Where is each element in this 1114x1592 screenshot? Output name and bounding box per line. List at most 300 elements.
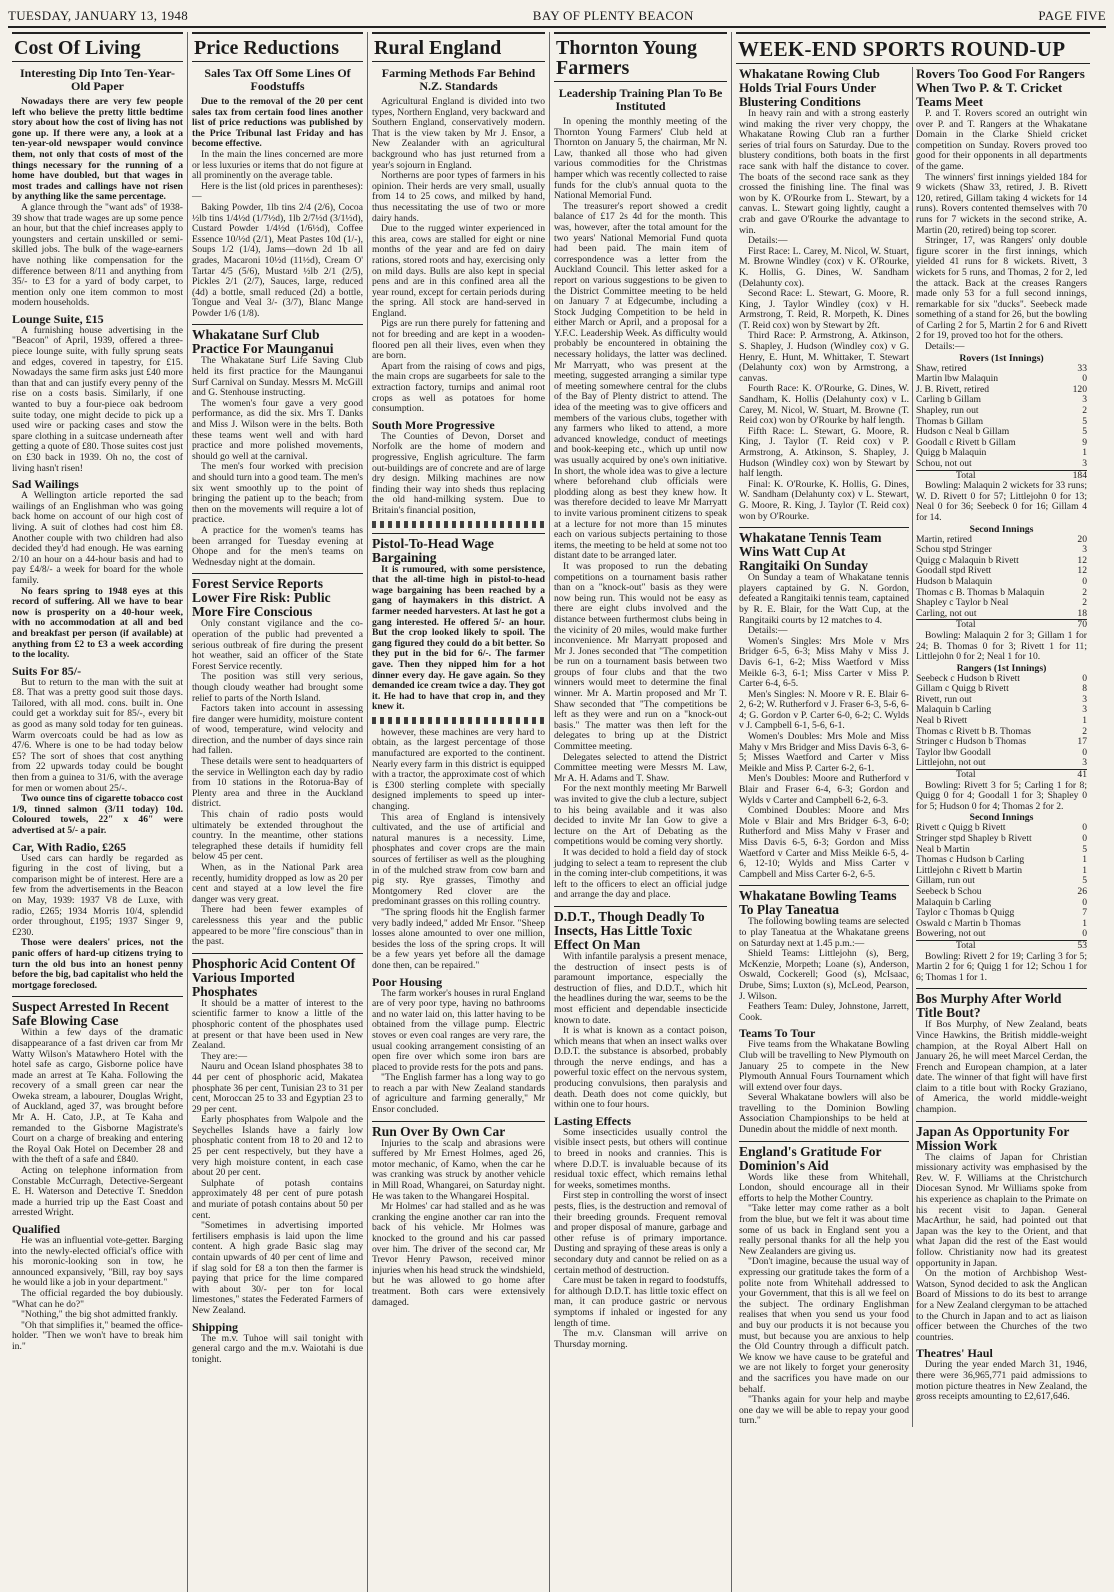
score-row — [916, 417, 1087, 428]
bowling-figures: Bowling: Malaquin 2 wickets for 33 runs; W. D. Rivett 0 for 57; Littlejohn 0 for 13; Neal 0 for 36; Seebeck 0 for 16; Gillam 4 for 14. — [916, 480, 1087, 523]
runs: 2 — [1082, 405, 1087, 417]
section-banner: WEEK-END SPORTS ROUND-UP — [738, 37, 1066, 61]
scorecard-heading: Rovers (1st Innings) — [959, 352, 1044, 364]
batsman: Schou stpd Stringer — [916, 545, 992, 556]
runs: 0 — [1082, 575, 1087, 587]
paragraph: The Counties of Devon, Dorset and Norfolk are the home of modern and progressive, English agriculture. The farm out-buildings are of concrete and are of large dry design. Milking machines are now finding their way into sheds thus replacing the old hand-milking system. Due to Britain's financial position, — [372, 430, 545, 516]
runs: 5 — [1082, 415, 1087, 427]
bowling-figures: Bowling: Rivett 3 for 5; Carling 1 for 8; Quigg 0 for 4; Goodall 1 for 3; Shapley 0 for 5; Hudson 0 for 4; Thomas 2 for 2. — [916, 779, 1087, 812]
paragraph-group — [554, 117, 727, 901]
score-row — [916, 448, 1087, 459]
paragraph: This chain of radio posts would ultimately be extended throughout the country. In the meantime, other stations telegraphed these details if humidity fell below 45 per cent. — [192, 809, 363, 863]
paragraph-group — [554, 1128, 727, 1329]
paragraph: It is what is known as a contact poison, which means that when an insect walks over D.D.T. the substance is absorbed, probably through the nerve endings, and has a powerful toxic effect on the nervous system, producing convulsions, then paralysis and death. Death does not come quickly, but within one to four hours. — [554, 1025, 727, 1111]
paragraph: Acting on telephone information from Constable McCurragh, Detective-Sergeant E. H. Waterson and Detective T. Sneddon made a hurried trip up the East Coast and arrested Wright. — [12, 1165, 183, 1219]
paragraph: Early phosphates from Walpole and the Seychelles Islands have a fairly low phosphatic content from 18 to 20 and 12 to 25 per cent respectively, but they have a very high moisture content, in each case about 20 per cent. — [192, 1114, 363, 1179]
batsman: Stringer c Hudson b Thomas — [916, 737, 1027, 748]
paragraph: The women's four gave a very good performance, as did the six. Mrs T. Danks and Miss J. Wilson were in the belts. Both these teams went well and with hard practice and more polished movements, should go well at the carnival. — [192, 397, 363, 462]
paragraph: Third Race: P. Armstrong, A. Atkinson, S. Shapley, J. Hudson (Windley cox) v G. Henry, E. Hunt, M. Whittaker, T. Stewart (Delahunty cox) won by Armstrong, a canvas. — [739, 330, 909, 384]
bold-paragraph: Those were dealers' prices, not the panic offers of hard-up citizens trying to turn the old bus into an honest penny before the big, bad capitalist who held the mortgage foreclosed. — [12, 937, 183, 991]
batsman: Stringer stpd Shapley b Rivett — [916, 834, 1032, 844]
runs: 1 — [1082, 447, 1087, 459]
paragraph: The farm worker's houses in rural England are of very poor type, having no bathrooms and no water laid on, this latter having to be obtained from the village pump. Electric stoves or even coal ranges are very rare, the usual cooking arrangement consisting of an open fire over which some iron bars are placed to provide rests for the pots and pans. — [372, 987, 545, 1073]
batsman: Goodall c Rivett b Gillam — [916, 437, 1016, 448]
subheading: Teams To Tour — [739, 1026, 816, 1041]
paragraph: It should be a matter of interest to the scientific farmer to know a little of the phosphoric content of the phosphates used at present or that have been used in New Zealand. — [192, 997, 363, 1052]
paragraph-group — [739, 917, 909, 1023]
score-row — [916, 716, 1087, 727]
score-row — [916, 598, 1087, 609]
score-row — [916, 385, 1087, 396]
batsman: Thomas c Rivett b B. Thomas — [916, 726, 1031, 737]
total-runs: 41 — [1077, 769, 1087, 781]
paragraph: "Oh that simplifies it," beamed the office-holder. "Then we won't have to break him in." — [12, 1319, 183, 1352]
score-row — [916, 535, 1087, 546]
paragraph-group — [12, 1236, 183, 1353]
paragraph: Details:— — [925, 341, 965, 353]
paragraph: This area of England is intensively cultivated, and the use of artificial and natural manures is a necessity. Lime, phosphates and cover crops are the main sources of fertiliser as well as the ploughing in of the mulched straw from cow barn and pig sty. Rye grasses, Timothy and Montgomery Red clover are the predominant grasses on this rolling country. — [372, 811, 545, 908]
batsman: Seebeck c Hudson b Rivett — [916, 673, 1020, 684]
runs: 2 — [1082, 725, 1087, 737]
paragraph: Five teams from the Whakatane Bowling Club will be travelling to New Plymouth on January 25 to compete in the New Plymouth Annual Fours Tournament which will extend over four days. — [739, 1039, 909, 1093]
runs: 5 — [1082, 426, 1087, 438]
paragraph-group — [12, 854, 183, 939]
paragraph: It was decided to hold a field day of stock judging to select a team to represent the club in the coming inter-club competitions, it was left to the officers to elect an official judge and arrange the day and place. — [554, 846, 727, 901]
column-price-reductions — [188, 32, 368, 1592]
paragraph-group — [916, 1153, 1087, 1344]
paragraph-group — [192, 150, 363, 320]
score-row — [916, 674, 1087, 685]
article-title: Pistol-To-Head Wage Bargaining — [372, 533, 545, 565]
sports-left — [736, 67, 913, 1427]
scorecard-heading: Rangers (1st Innings) — [956, 662, 1047, 674]
article-title: Rovers Too Good For Rangers When Two P. & T. Cricket Teams Meet — [916, 67, 1085, 109]
score-row — [916, 823, 1087, 834]
paragraph: Here is the list (old prices in parentheses):— — [192, 180, 363, 203]
paragraph-group — [372, 1139, 545, 1309]
runs: 26 — [1077, 885, 1087, 897]
runs: 1 — [1082, 864, 1087, 876]
score-row — [916, 748, 1087, 759]
decorative-rule — [372, 521, 545, 528]
paragraph: In opening the monthly meeting of the Thornton Young Farmers' Club held at Thornton on January 5, the chairman, Mr N. Law, thanked all those who had given various commodities for the Christmas hamper which was recently collected to raise funds for the club's annual quota to the National Memorial Fund. — [554, 116, 727, 202]
total-row — [916, 940, 1087, 951]
runs: 1 — [1082, 917, 1087, 929]
bold-paragraph: It is rumoured, with some persistence, that the all-time high in pistol-to-head wage bargaining has been reached by a gang of haymakers in this district. A farmer needed harvesters. At last he got a gang interested. He offered 5/- an hour. But the crop looked likely to spoil. The gang figured they could do a bit better. So they put in the bid for 6/-. The farmer gave. Then they nipped him for a hot dinner every day. He gave again. So they demanded ice cream twice a day. They got it. He had to have that crop in, and they knew it. — [372, 563, 545, 713]
paragraph: When, as in the National Park area recently, humidity dropped as low as 20 per cent and stayed at a low level the fire danger was very great. — [192, 862, 363, 905]
score-row — [916, 695, 1087, 706]
decorative-rule — [372, 717, 545, 724]
batsman: Carling b Gillam — [916, 395, 982, 406]
score-row — [916, 556, 1087, 567]
batsman: Schou, not out — [916, 459, 972, 469]
paragraph: Mr Holmes' car had stalled and as he was cranking the engine another car ran into the back of his vehicle. Mr Holmes was knocked to the ground and his car passed over him. The driver of the second car, Mr Trevor Henry Pawson, received minor injuries when his head struck the windshield, but he was allowed to go home after treatment. Both cars were extensively damaged. — [372, 1201, 545, 1308]
article-deck: Farming Methods Far Behind N.Z. Standards — [381, 66, 536, 93]
subheading: Shipping — [192, 1319, 239, 1334]
article-lead: Due to the removal of the 20 per cent sales tax from certain food lines another list of price reductions was published by the Price Tribunal last Friday and has become effective. — [192, 96, 363, 150]
paragraph: With infantile paralysis a present menace, the destruction of insect pests is of paramount importance, especially the destruction of flies, and D.D.T., which hit the headlines during the war, seems to be the most efficient and dependable insecticide known to date. — [554, 950, 727, 1026]
paragraph: In the main the lines concerned are more or less luxuries or items that do not figure at all prominently on the average table. — [192, 148, 363, 182]
paragraph: Baking Powder, 1lb tins 2/4 (2/6), Cocoa ½lb tins 1/4½d (1/7½d), 1lb 2/7½d (3/1½d), Custard Powder 1/4½d (1/6½d), Coffee Essence 10/½d (2/1), Meat Pastes 10d (1/-), Soups 1/2 (1/4), Jams—down 2d 1b all grades, Macaroni 10½d (11½d), Cream O' Tartar 4/5 (5/6), Mustard ½lb 2/1 (2/5), Pickles 2/1 (2/7), Sauces, large, reduced (4d) a bottle, small reduced (2d) a bottle, Tongue and Veal 3/- (3/7), Blanc Mange Powder 1/6 (1/8). — [192, 201, 363, 319]
bold-paragraph: No fears spring to 1948 eyes at this record of suffering. All we have to bear now is prosperity on a 40-hour week, with no accommodation at all and bed and breakfast per person (if available) at anything from £2 to £3 a week according to the locality. — [12, 585, 183, 661]
batsman: Neal b Martin — [916, 844, 970, 855]
paragraph: Combined Doubles: Moore and Mrs Mole v Blair and Mrs Bridger 6-3, 6-0; Rutherford and Miss Mahy v Fraser and Miss Davis 6-5, 6-3; Gordon and Miss Waetford v Carter and Miss Meikle 6-5, 4-6, 12-10; Wylds and Miss Carter v Campbell and Miss Carter 6-2, 6-5. — [739, 805, 909, 880]
batsman: Hudson c Neal b Gillam — [916, 427, 1010, 438]
paragraph-group — [916, 109, 1087, 353]
score-row — [916, 684, 1087, 695]
score-row — [916, 887, 1087, 898]
paragraph: Details:— — [748, 235, 788, 247]
score-row — [916, 566, 1087, 577]
paragraph: Factors taken into account in assessing fire danger were humidity, moisture content of wood, temperature, wind velocity and direction, and the number of days since rain had fallen. — [192, 703, 363, 757]
runs: 20 — [1077, 533, 1087, 545]
paragraph: Sulphate of potash contains approximately 48 per cent of pure potash and muriate of potash contains about 50 per cent. — [192, 1177, 363, 1221]
paragraph: The m.v. Tuhoe will sail tonight with general cargo and the m.v. Waiotahi is due tonight. — [192, 1332, 363, 1365]
paragraph: "Sometimes in advertising imported fertilisers emphasis is laid upon the lime content. A high grade Basic slag may contain upwards of 40 per cent of lime and if slag sold for £8 a ton then the farmer is paying that price for the lime compared with about 30/- per ton for local limestones," states the Federated Farmers of New Zealand. — [192, 1220, 363, 1316]
batsman: Rivett, run out — [916, 694, 972, 705]
paragraph: Due to the rugged winter experienced in this area, cows are stalled for eight or nine months of the year and are fed on dairy rations, stored roots and hay, exercising only on mild days. Bulls are also kept in special pens and are in this confined area all the year round, except for certain periods during the spring. All stock are hand-served in England. — [372, 223, 545, 319]
subheading: Lasting Effects — [554, 1113, 631, 1128]
page-number: PAGE FIVE — [1038, 8, 1106, 23]
paragraph: He was an influential vote-getter. Barging into the newly-elected official's office with his moronic-looking son in tow, he announced expansively, "Bill, ray boy says he would like a job in your department." — [12, 1235, 183, 1289]
paragraph: Second Race: L. Stewart, G. Moore, R. King, J. Taylor Windley (cox) v H. Armstrong, T. Reid, R. Morpeth, K. Dines (T. Reid cox) won by Stewart by 2ft. — [739, 288, 909, 331]
paragraph-group — [372, 97, 545, 415]
paragraph: During the year ended March 31, 1946, there were 36,965,771 paid admissions to motion picture theatres in New Zealand, the gross receipts amounting to £2,617,646. — [916, 1359, 1087, 1403]
paragraph-group — [192, 999, 363, 1317]
column-thornton-young-farmers — [550, 32, 732, 1592]
total-label: Total — [956, 469, 976, 481]
paragraph: Several Whakatane bowlers will also be travelling to the Dominion Bowling Association Championships to be held at Dunedin about the middle of next month. — [739, 1092, 909, 1136]
batsman: Oswald c Martin b Thomas — [916, 918, 1021, 929]
bold-paragraph: Two ounce tins of cigarette tobacco cost 1/9, tinned salmon (3/11 today) 10d. Coloured towels, 22" x 46" were advertised at 5/- a pair. — [12, 793, 183, 836]
runs: 12 — [1077, 565, 1087, 577]
batsman: Thomas b Gillam — [916, 416, 984, 427]
scorecard-rangers-first — [916, 674, 1087, 781]
paragraph: Northerns are poor types of farmers in his opinion. Their herds are very small, usually from 14 to 25 cows, and milked by hand, thus necessitating the use of two or more dairy hands. — [372, 170, 545, 224]
batsman: Malaquin b Carling — [916, 705, 992, 716]
runs: 0 — [1082, 896, 1087, 908]
column-rural-england — [368, 32, 550, 1592]
paragraph: The claims of Japan for Christian missionary activity was emphasised by the Rev. W. F. Williams at the Christchurch Diocesan Synod. Mr Williams spoke from his experience as chaplain to the Primate on his recent visit to Japan. General MacArthur, he said, had pointed out that Japan was the key to the Orient, and that what Japan did the rest of the East would follow. Christianity now had its greatest opportunity in Japan. — [916, 1151, 1087, 1269]
runs: 3 — [1082, 757, 1087, 769]
bowling-figures: Bowling: Rivett 2 for 19; Carling 3 for 5; Martin 2 for 6; Quigg 1 for 12; Schou 1 for 6; Thomas 1 for 1. — [916, 950, 1087, 983]
batsman: Carling, not out — [916, 608, 977, 619]
article-deck: Interesting Dip Into Ten-Year-Old Paper — [19, 66, 175, 93]
article-title: England's Gratitude For Dominion's Aid — [739, 1141, 909, 1173]
runs: 0 — [1082, 672, 1087, 684]
paragraph: On the motion of Archbishop West-Watson, Synod decided to ask the Anglican Board of Missions to do its best to arrange for a New Zealand clergyman to be attached to the Church in Japan and to act as liaison officer between the Churches of the two countries. — [916, 1268, 1087, 1343]
total-label: Total — [956, 939, 976, 951]
batsman: Gillam c Quigg b Rivett — [916, 684, 1009, 695]
article-title: Whakatane Tennis Team Wins Watt Cup At Rangitaiki On Sunday — [739, 527, 909, 573]
paragraph: Care must be taken in regard to foodstuffs, for although D.D.T. has little toxic effect on man, it can produce gastric or nervous symptoms if inhaled or ingested for any length of time. — [554, 1275, 727, 1329]
scorecard-heading: Second Innings — [969, 523, 1034, 535]
batsman: Quigg c Malaquin b Rivett — [916, 555, 1019, 566]
paragraph: For the next monthly meeting Mr Barwell was invited to give the club a lecture, subject to his being available and it was also decided to invite Mr Ian Gow to give a lecture on the Art of Debating as the competitions would be coming very shortly. — [554, 783, 727, 848]
score-row — [916, 908, 1087, 919]
paragraph-group — [372, 728, 545, 972]
batsman: Shaw, retired — [916, 363, 967, 374]
paragraph: Apart from the raising of cows and pigs, the main crops are sugarbeets for sale to the extraction factory, turnips and animal root crops as well as potatoes for home consumption. — [372, 360, 545, 415]
subheading: Poor Housing — [372, 974, 443, 989]
paragraph: The position was still very serious, though cloudy weather had brought some relief to parts of the North Island. — [192, 671, 363, 704]
runs: 8 — [1082, 683, 1087, 695]
sports-right — [913, 67, 1090, 1427]
paragraph: Feathers Team: Duley, Johnstone, Jarrett, Cook. — [739, 1001, 909, 1023]
score-row — [916, 427, 1087, 438]
runs: 5 — [1082, 843, 1087, 855]
paragraph-group — [192, 1334, 363, 1366]
paragraph: Some insecticides usually control the visible insect pests, but others will continue to breed in nooks and crannies. This is where D.D.T. is invaluable because of its residual toxic effect, which remains lethal for weeks, sometimes months. — [554, 1126, 727, 1191]
runs: 9 — [1082, 436, 1087, 448]
article-title: Rural England — [374, 37, 502, 59]
total-label: Total — [956, 769, 976, 781]
score-row — [916, 406, 1087, 417]
paragraph: "Take letter may come rather as a bolt from the blue, but we felt it was about time some of us back in England sent you a really personal thanks for all the help you New Zealanders are giving us. — [739, 1203, 909, 1257]
total-row — [916, 770, 1087, 781]
score-row — [916, 834, 1087, 845]
score-row — [916, 459, 1087, 470]
runs: 0 — [1082, 833, 1087, 844]
scorecard-heading: Second Innings — [969, 812, 1034, 824]
article-title: Bos Murphy After World Title Bout? — [916, 988, 1087, 1020]
batsman: J. B. Rivett, retired — [916, 384, 990, 395]
paragraph: On Sunday a team of Whakatane tennis players captained by G. N. Gordon, defeated a Rangitaiki tennis team, captained by R. E. Blair, for the Watt Cup, at the Rangitaiki courts by 12 matches to 4. — [739, 572, 909, 626]
score-row — [916, 855, 1087, 866]
runs: 12 — [1077, 554, 1087, 566]
paragraph: In heavy rain and with a strong easterly wind making the river very choppy, the Whakatane Rowing Club ran a further series of trial fours on Saturday. Due to the blustery conditions, both boats in the first race sank with half the distance to cover. The boats of the second race sank as they crossed the finishing line. The final was won by K. O'Rourke from L. Stewart, by a canvas. L. Stewart going lightly, caught a crab and gave O'Rourke the advantage to win. — [739, 108, 909, 236]
subheading: Qualified — [12, 1222, 61, 1236]
score-row — [916, 588, 1087, 599]
paragraph: Final: K. O'Rourke, K. Hollis, G. Dines, W. Sandham (Delahunty cox) v L. Stewart, G. Moore, R. King, J. Taylor (T. Reid cox) won by O'Rourke. — [739, 478, 909, 522]
score-row — [916, 845, 1087, 856]
paragraph-group — [916, 1360, 1087, 1402]
score-row — [916, 438, 1087, 449]
paragraph: P. and T. Rovers scored an outright win over P. and T. Rangers at the Whakatane Domain in the Clarke Shield cricket competition on Sunday. Rovers proved too good for their opponents in all departments of the game. — [916, 108, 1087, 172]
paragraph: Shield Teams: Littlejohn (s), Berg, McKenzie, Morpeth; Loane (s), Anderson, Oswald, Cockerell; Good (s), McIsaac, Drube, Sims; Luxton (s), McLeod, Pearson, J. Wilson. — [739, 948, 909, 1002]
paragraph-group — [916, 1020, 1087, 1115]
article-title: Suspect Arrested In Recent Safe Blowing Case — [12, 996, 183, 1028]
paragraph: The official regarded the boy dubiously. "What can he do?" — [12, 1287, 183, 1310]
batsman: Shapley, run out — [916, 406, 979, 417]
score-row — [916, 727, 1087, 738]
article-title: Cost Of Living — [14, 37, 141, 59]
paragraph-group — [739, 109, 909, 522]
runs: 3 — [1082, 693, 1087, 705]
batsman: Hudson b Malaquin — [916, 576, 993, 587]
batsman: Littlejohn, not out — [916, 758, 986, 769]
paragraph: Nauru and Ocean Island phosphates 38 to 44 per cent of phosphoric acid, Makatea phosphate 36 per cent, Tunisian 23 to 31 per cent, Moroccan 25 to 33 and Egyptian 23 to 29 per cent. — [192, 1061, 363, 1115]
total-runs: 70 — [1077, 619, 1087, 631]
paragraph: Stringer, 17, was Rangers' only double figure scorer in the first innings, which yielded 41 runs for 8 wickets. Rivett, 3 wickets for 5 runs, and Thomas, 2 for 2, led the attack. Back at the creases Rangers made only 53 for a full second innings, remarkable for six "ducks". Seebeck made something of a stand for 26, but the bowling of Carling 2 for 5, Martin 2 for 6 and Rivett 2 for 19, proved too hot for the others. — [916, 235, 1087, 342]
issue-date: TUESDAY, JANUARY 13, 1948 — [8, 8, 189, 23]
paragraph: If Bos Murphy, of New Zealand, beats Vince Hawkins, the British middle-weight champion, at the Royal Albert Hall on January 26, he will meet Marcel Cerdan, the French and European champion, at a later date. The winner of that fight will have first claim to a title bout with Rocky Graziano, of America, the world middle-weight champion. — [916, 1019, 1087, 1116]
score-row — [916, 876, 1087, 887]
paragraph: The Whakatane Surf Life Saving Club held its first practice for the Maunganui Surf Carnival on Sunday. Messrs M. McGill and G. Stenhouse instructing. — [192, 355, 363, 399]
paragraph: These details were sent to headquarters of the service in Wellington each day by radio from 10 stations in the Rotorua-Bay of Plenty area and three in the Auckland district. — [192, 756, 363, 810]
paragraph: "Thanks again for your help and maybe one day we will be able to repay your good turn." — [739, 1394, 909, 1427]
paragraph: First step in controlling the worst of insect pests, flies, is the destruction and removal of their breeding grounds. Frequent removal and proper disposal of manure, garbage and other refuse is of primary importance. Dusting and spraying of these areas is only a secondary duty and cannot be relied on as a certain method of destruction. — [554, 1190, 727, 1276]
paragraph: Agricultural England is divided into two types, Northern England, very backward and Southern England, conservatively modern. That is the view taken by Mr J. Ensor, a New Zealander with an agricultural background who has just returned from a year's sojourn in England. — [372, 96, 545, 171]
batsman: Thomas c Hudson b Carling — [916, 855, 1025, 866]
subheading: Car, With Radio, £265 — [12, 839, 127, 854]
article-title: Whakatane Surf Club Practice For Maunganui — [192, 324, 363, 356]
paragraph: Men's Singles: N. Moore v R. E. Blair 6-2, 6-2; W. Rutherford v J. Fraser 6-3, 5-6, 6-4; G. Gordon v P. Carter 6-0, 6-2; C. Wylds v J. Campbell 6-1, 5-6, 6-1. — [739, 688, 909, 732]
batsman: Martin lbw Malaquin — [916, 374, 999, 385]
paragraph-group — [554, 952, 727, 1111]
article-deck: Leadership Training Plan To Be Instituted — [558, 86, 723, 113]
masthead — [8, 6, 1106, 28]
subheading: Sad Wailings — [12, 477, 79, 492]
score-row — [916, 898, 1087, 909]
batsman: Taylor lbw Goodall — [916, 747, 991, 758]
paragraph: First Race: L. Carey, M. Nicol, W. Stuart, M. Browne Windley (cox) v K. O'Rourke, K. Hollis, G. Dines, W. Sandham (Delahunty cox). — [739, 245, 909, 289]
paragraph-group — [739, 1040, 909, 1135]
paragraph: They are:— — [201, 1050, 248, 1062]
runs: 5 — [1082, 875, 1087, 887]
paragraph: Only constant vigilance and the co-operation of the public had prevented a serious outbreak of fire during the present hot weather, said an officer of the State Forest Service recently. — [192, 618, 363, 672]
paragraph-group — [739, 573, 909, 880]
batsman: Shapley c Taylor b Neal — [916, 598, 1009, 609]
runs: 3 — [1082, 458, 1087, 469]
paragraph: Fifth Race: L. Stewart, G. Moore, R. King, J. Taylor (T. Reid cox) v P. Armstrong, A. Atkinson, S. Shapley, J. Hudson (Windley cox) won by Stewart by half length. — [739, 425, 909, 480]
shipping-note: The m.v. Clansman will arrive on Thursday morning. — [554, 1328, 727, 1350]
paragraph: A glance through the "want ads" of 1938-39 show that trade wages are up some pence an hour, but that the chief increases apply to youngsters and certain unskilled or semi-skilled jobs. The bulk of the wage-earners have nothing like compensation for the difference between 8/11 and anything from 35/- to £3 for a yard of body carpet, to mention only one item common to most modern households. — [12, 201, 183, 309]
article-deck: Sales Tax Off Some Lines Of Foodstuffs — [204, 66, 351, 93]
score-row — [916, 919, 1087, 930]
article-title: Thornton Young Farmers — [556, 37, 697, 79]
batsman: Martin, retired — [916, 534, 972, 545]
paragraph: A Wellington article reported the sad wailings of an Englishman who was going back home on account of our high cost of living. A suit of clothes had cost him £8. Another couple with two children had also decided they'd had enough. He was earning 2/10 an hour on a 44-hour basis and had to pay £4/8/- a week for board for the whole family. — [12, 490, 183, 586]
score-row — [916, 705, 1087, 716]
score-row — [916, 577, 1087, 588]
scorecard-rovers-second — [916, 535, 1087, 631]
paragraph: Injuries to the scalp and abrasions were suffered by Mr Ernest Holmes, aged 26, motor mechanic, of Kamo, when the car he was cranking was struck by another vehicle in Mill Road, Whangarei, on Saturday night. He was taken to the Whangarei Hospital. — [372, 1137, 545, 1202]
article-title: Whakatane Bowling Teams To Play Taneatua — [739, 885, 909, 917]
article-title: Price Reductions — [194, 37, 339, 59]
runs: 0 — [1082, 928, 1087, 940]
paragraph-group — [12, 678, 183, 795]
score-row — [916, 737, 1087, 748]
paragraph: Within a few days of the dramatic disappearance of a fast driven car from Mr Watty Wilson's Matawhero Hotel with the hotel safe as cargo, Gisborne police have made an arrest at Te Kaha. Following the recovery of a small green car near the Oweka stream, a labourer, Douglas Wright, of Auckland, aged 37, was brought before Mr A. H. Cato, J.P., at Te Kaha and remanded to the Gisborne Magistrate's Court on a charge of breaking and entering the Royal Oak Hotel on December 28 and with the theft of a safe and £840. — [12, 1027, 183, 1166]
batsman: Thomas c B. Thomas b Malaquin — [916, 587, 1045, 598]
total-label: Total — [956, 619, 976, 631]
batsman: Bowering, not out — [916, 929, 986, 940]
runs: 17 — [1077, 736, 1087, 748]
runs: 120 — [1072, 383, 1087, 395]
paragraph: A furnishing house advertising in the "Beacon" of April, 1939, offered a three-piece lounge suite, with fully sprung seats and edges, covered in tapestry, for £15. Nowadays the same firm asks just £40 more than that and can justify every penny of the rise on a costs basis. Similarly, if one wanted to buy a four-piece oak bedroom suite today, one might decide to pick up a used wire or packing cases and stow the spare clothing in a suitcase underneath after getting a quote of £80. Those suites cost just on £30 back in 1939. Oh no, the cost of living hasn't risen! — [12, 324, 183, 474]
paragraph-group — [12, 1028, 183, 1219]
article-title: Forest Service Reports Lower Fire Risk: Public More Fire Conscious — [192, 573, 363, 619]
paragraph: There had been fewer examples of carelessness this year and the public appeared to be more "fire conscious" than in the past. — [192, 904, 363, 948]
paragraph: Words like these from Whitehall, London, should encourage all in their efforts to help the Mother Country. — [739, 1171, 909, 1204]
paragraph: "The English farmer has a long way to go to reach a par with New Zealand standards of agriculture and farming generally," Mr Ensor concluded. — [372, 1072, 545, 1116]
score-row — [916, 929, 1087, 940]
column-sports-round-up — [732, 32, 1094, 1592]
total-runs: 184 — [1072, 469, 1087, 481]
bowling-figures: Bowling: Malaquin 2 for 3; Gillam 1 for 24; B. Thomas 0 for 3; Rivett 1 for 11; Littlejohn 0 for 2; Neal 1 for 10. — [916, 629, 1087, 663]
batsman: Rivett c Quigg b Rivett — [916, 823, 1006, 834]
runs: 2 — [1082, 586, 1087, 598]
subheading: Suits For 85/- — [12, 663, 82, 678]
paragraph-group — [739, 1173, 909, 1427]
runs: 1 — [1082, 715, 1087, 727]
scorecard-rangers-second — [916, 823, 1087, 951]
paragraph: It was proposed to run the debating competitions on a tournament basis rather than on a "knock-out" basis as they were now being run. This would not be easy as there are eight clubs involved and the distance between furthermost clubs being in the vicinity of 20 miles, would make further inconvenience. Mr Marryatt proposed and Mr J. Jones seconded that "The competition be run on a tournament basis between two groups of four clubs and that the two winners would meet to determine the final winner. Mr A. Martin proposed and Mr T. Shaw seconded that "The competitions be left as they were and run on a "knock-out basis." The matter was then left for the delegates to bring up at the District Committee meeting. — [554, 560, 727, 753]
paragraph: Women's Singles: Mrs Mole v Mrs Bridger 6-5, 6-3; Miss Mahy v Miss J. Davis 6-1, 6-2; Miss Waetford v Miss Meikle 6-3, 6-1; Miss Carter v Miss P. Carter 6-4, 6-5. — [739, 635, 909, 690]
paragraph: The men's four worked with precision and should turn into a good team. The men's six went smoothly up to the point of bringing the patient up to the beach; from then on the movements will require a lot of practice. — [192, 461, 363, 526]
runs: 3 — [1082, 394, 1087, 406]
paragraph: The treasurer's report showed a credit balance of £17 2s 4d for the month. This was, however, after the total amount for the two years' National Memorial Fund quota had been paid. The main item of correspondence was a letter from the Auckland Council. This letter asked for a report on various suggestions to be given to the District Committee meeting to be held on January 7 at Edgecumbe, including a Stock Judging Competition to be held in either March or April, and a proposal for a Y.F.C. Leadership Week. As difficulty would probably be encountered in obtaining the necessary holidays, the latter was declined. Mr Marryatt, who was present at the meeting, suggested arranging a similar type of meeting somewhere central for the clubs of the Bay of Plenty district to attend. The idea of the meeting was to give officers and members of the various clubs, together with any farmers who liked to attend, a more advanced knowledge, conduct of meetings and book-keeping etc., which up until now was usually acquired by one's own initiative. In short, the whole idea was to give a lecture where beforehand club officials were plodding along as best they knew how. It was therefore decided to leave Mr Marryatt to invite various prominent citizens to speak at a lecture for not more than 15 minutes each on various subjects pertaining to those items, the meeting to be held at some not too distant date to be arranged later. — [554, 200, 727, 562]
paragraph: Used cars can hardly be regarded as figuring in the cost of living, but a comparison might be of interest. Here are a few from the advertisements in the Beacon on May, 1939: 1937 V8 de Luxe, with radio, £265; 1934 Morris 10/4, splendid order throughout, £195; 1937 Singer 9, £230. — [12, 852, 183, 938]
runs: 33 — [1077, 362, 1087, 374]
runs: 0 — [1082, 822, 1087, 834]
score-row — [916, 609, 1087, 620]
paragraph-group — [12, 326, 183, 474]
paragraph-group — [12, 491, 183, 586]
scorecard-rovers-first — [916, 364, 1087, 482]
paragraph: Pigs are run there purely for fattening and not for breeding and are kept in a wooden-floored pen all their lives, even when they are born. — [372, 318, 545, 362]
article-lead: Nowadays there are very few people left who believe the pretty little bedtime story about how the cost of living has not gone up. If there were any, a look at a ten-year-old newspaper would convince them, not only that costs of most of the things necessary for the running of a home have doubled, but that wages in most trades and callings have not risen by anything like the same percentage. — [12, 96, 183, 203]
article-title: Japan As Opportunity For Mission Work — [916, 1121, 1087, 1153]
score-row — [916, 866, 1087, 877]
paragraph: Men's Doubles: Moore and Rutherford v Blair and Fraser 6-4, 6-3; Gordon and Wylds v Carter and Campbell 6-2, 6-3. — [739, 773, 909, 806]
paragraph: But to return to the man with the suit at £8. That was a pretty good suit those days. Tailored, with all mod. cons. built in. One could get a workday suit for 85/-, every bit as good as many sold today for ten guineas. Warm overcoats could be had as low as 47/6. Where is one to be had today below £5? The sort of shoes that cost anything from 22 upwards today could be bought then from a guinea to 31/6, with the average for men or women about 25/-. — [12, 676, 183, 794]
batsman: Quigg b Malaquin — [916, 448, 987, 459]
paragraph: Women's Doubles: Mrs Mole and Miss Mahy v Mrs Bridger and Miss Davis 6-3, 6-5; Misses Waetford and Carter v Miss Meikle and Miss P. Carter 6-2, 6-1. — [739, 731, 909, 774]
paragraph: "Don't imagine, because the usual way of expressing our gratitude takes the form of a polite note from Whitehall addressed to your Government, that this is all we feel on the subject. The ordinary Englishman realises that when you send us your food and buy our products it is not because you must, but because you are anxious to help the Old Country through a difficult patch. We know we have cause to be grateful and we are not likely to forget your generosity and the sacrifices you have made on our behalf. — [739, 1256, 909, 1395]
runs: 1 — [1082, 854, 1087, 866]
paragraph: Fourth Race: K. O'Rourke, G. Dines, W. Sandham, K. Hollis (Delahunty cox) v L. Carey, M. Nicol, W. Stuart, M. Browne (T. Reid cox) won by O'Rourke by half length. — [739, 383, 909, 427]
newspaper-name: BAY OF PLENTY BEACON — [532, 8, 694, 23]
paragraph: A practice for the women's teams has been arranged for Tuesday evening at Ohope and for the men's teams on Wednesday night at the domain. — [192, 524, 363, 568]
runs: 0 — [1082, 373, 1087, 385]
batsman: Goodall stpd Rivett — [916, 566, 992, 577]
runs: 0 — [1082, 746, 1087, 758]
subheading: Theatres' Haul — [916, 1346, 993, 1361]
paragraph: however, these machines are very hard to obtain, as the largest percentage of those manufactured are exported to the continent. Nearly every farm in this district is equipped with a tractor, the approximate cost of which is £300 sterling complete with specially designed implements to speed up inter-changing. — [372, 726, 545, 813]
batsman: Neal b Rivett — [916, 716, 968, 727]
batsman: Littlejohn c Rivett b Martin — [916, 865, 1023, 876]
batsman: Gillam, run out — [916, 876, 975, 887]
runs: 2 — [1082, 597, 1087, 609]
paragraph-group — [12, 203, 183, 309]
score-row — [916, 758, 1087, 769]
paragraph-group — [372, 432, 545, 517]
score-row — [916, 374, 1087, 385]
runs: 3 — [1082, 544, 1087, 556]
paragraph: "The spring floods hit the English farmer very badly indeed," added Mr Ensor. "Sheep losses alone amounted to over one million, besides the loss of the spring crops. It will be a few years yet before all the damage done then, can be repaired." — [372, 906, 545, 971]
subheading: Lounge Suite, £15 — [12, 311, 104, 326]
paragraph-group — [192, 356, 363, 568]
paragraph: The following bowling teams are selected to play Taneatua at the Whakatane greens on Saturday next at 1.45 p.m.:— — [739, 916, 909, 949]
total-runs: 53 — [1077, 939, 1087, 951]
score-row — [916, 364, 1087, 375]
batsman: Taylor c Thomas b Quigg — [916, 908, 1015, 919]
runs: 7 — [1082, 907, 1087, 919]
article-title: Run Over By Own Car — [372, 1121, 545, 1139]
paragraph: "Nothing," the big shot admitted frankly. — [21, 1309, 178, 1321]
column-cost-of-living — [8, 32, 188, 1592]
paragraph-group — [372, 989, 545, 1116]
runs: 3 — [1082, 704, 1087, 716]
batsman: Seebeck b Schou — [916, 886, 982, 897]
paragraph: The winners' first innings yielded 184 for 9 wickets (Shaw 33, retired, J. B. Rivett 120, retired, Gillam taking 4 wickets for 14 runs). Rovers contented themselves with 70 runs for 7 wickets in the second strike, A. Martin (20, retired) being top scorer. — [916, 171, 1087, 236]
article-title: D.D.T., Though Deadly To Insects, Has Little Toxic Effect On Man — [554, 906, 727, 952]
runs: 18 — [1077, 607, 1087, 619]
paragraph-group — [192, 619, 363, 947]
paragraph: Details:— — [748, 625, 788, 637]
